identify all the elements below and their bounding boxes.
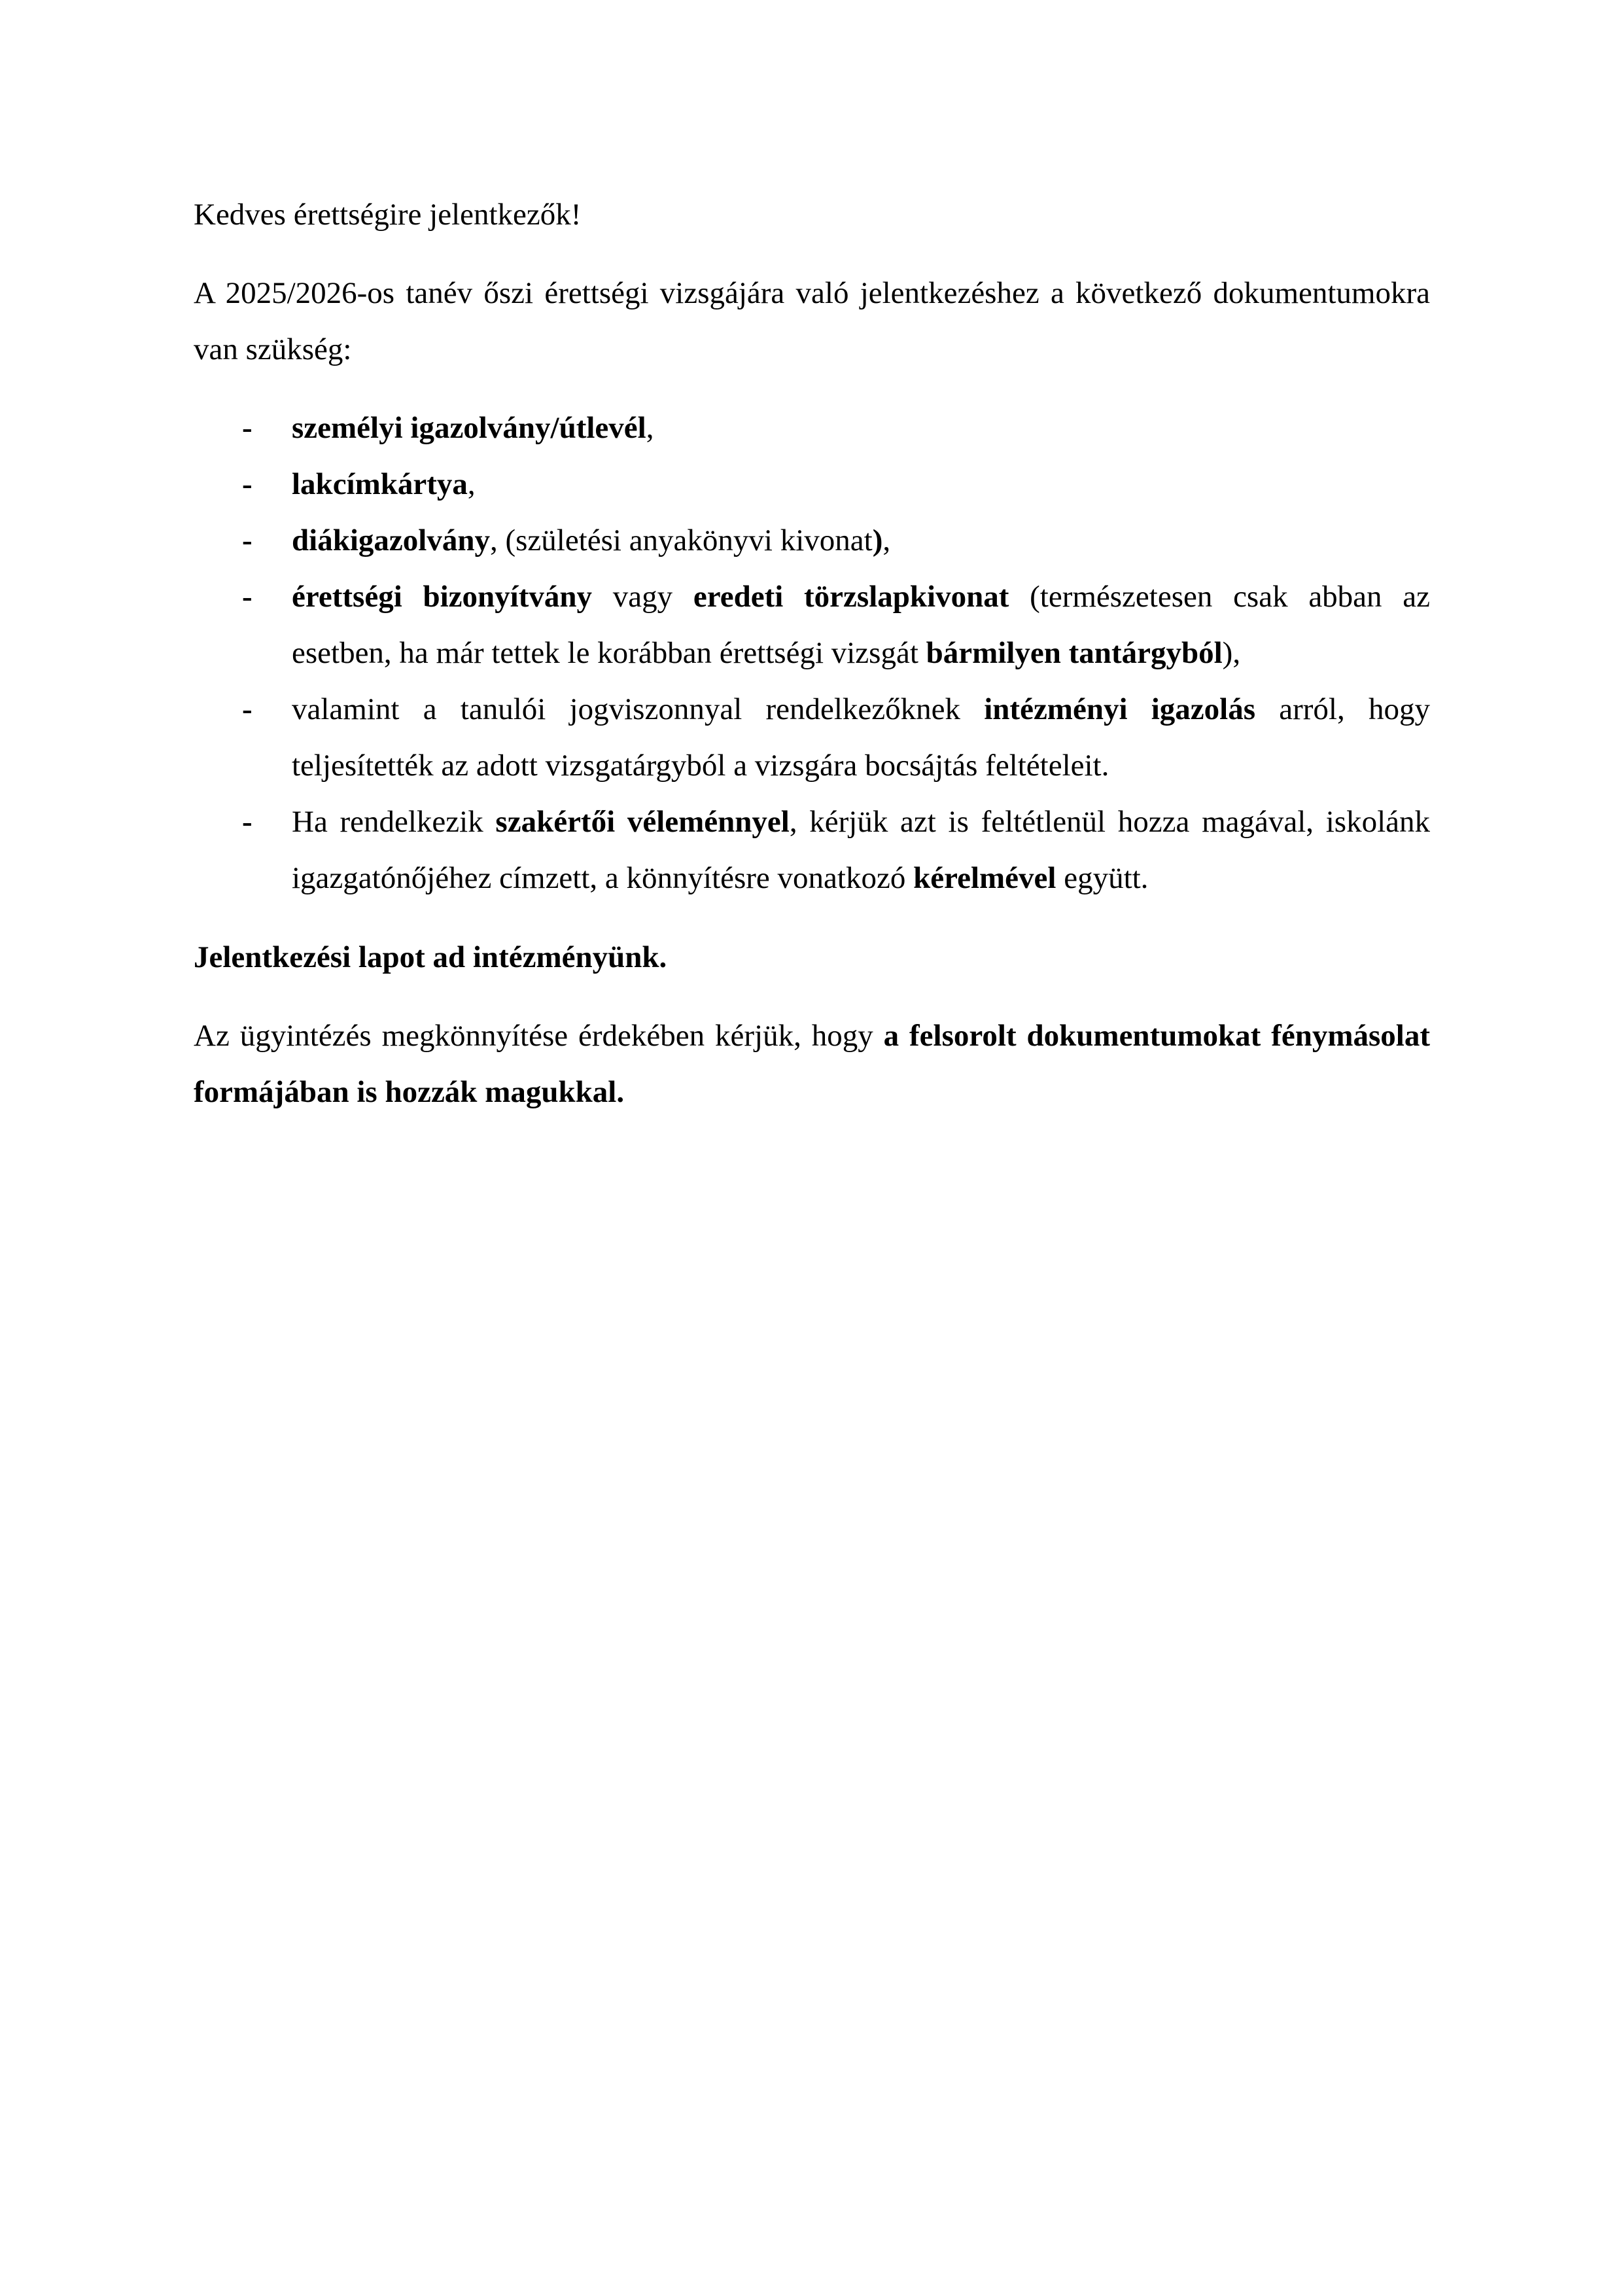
list-bullet: - <box>242 467 253 501</box>
intro-paragraph: A 2025/2026-os tanév őszi érettségi vizsgájára való jelentkezéshez a következő dokumentumokra van szükség: <box>194 276 1430 366</box>
greeting: Kedves érettségire jelentkezők! <box>194 198 582 232</box>
document-name: lakcímkártya <box>292 467 468 501</box>
list-bullet: - <box>242 411 253 445</box>
list-item-institutional-certificate <box>194 681 1430 794</box>
document-name: eredeti törzslapkivonat <box>693 580 1009 614</box>
document-name: szakértői véleménnyel <box>495 805 790 839</box>
document-name: személyi igazolvány/útlevél <box>292 411 646 445</box>
list-bullet: - <box>242 805 253 839</box>
item-text: , <box>882 523 891 557</box>
list-bullet: - <box>242 523 253 557</box>
list-item-student-id <box>194 512 1430 569</box>
required-documents-list <box>194 400 1430 906</box>
list-item-id-card <box>194 400 1430 456</box>
item-text: ), <box>1222 636 1241 670</box>
list-item-address-card <box>194 456 1430 512</box>
closing-text: Az ügyintézés megkönnyítése érdekében kérjük, hogy <box>194 1019 884 1053</box>
list-bullet: - <box>242 692 253 726</box>
item-text: (természetesen csak abban az esetben, ha már tettek le korábban érettségi vizsgát <box>292 580 1430 670</box>
closing-bold-text: a felsorolt dokumentumokat fénymásolat formájában is hozzák magukkal. <box>194 1019 1430 1109</box>
document-name: érettségi bizonyítvány <box>292 580 593 614</box>
document-name: kérelmével <box>913 861 1056 895</box>
item-text: valamint a tanulói jogviszonnyal rendelkezőknek <box>292 692 985 726</box>
item-text: arról, hogy teljesítették az adott vizsgatárgyból a vizsgára bocsájtás feltételeit. <box>292 692 1430 783</box>
item-text: , kérjük azt is feltétlenül hozza magával, iskolánk igazgatónőjéhez címzett, a könnyítésre vonatkozó <box>292 805 1431 895</box>
item-text: , <box>467 467 476 501</box>
item-text: vagy <box>592 580 693 614</box>
item-text: , <box>646 411 654 445</box>
list-bullet: - <box>242 580 253 614</box>
item-text: Ha rendelkezik <box>292 805 496 839</box>
item-bold-text: bármilyen tantárgyból <box>926 636 1223 670</box>
list-item-expert-opinion <box>194 794 1430 906</box>
closing-paragraph <box>194 1008 1430 1120</box>
item-text: , (születési anyakönyvi kivonat <box>489 523 873 557</box>
document-name: intézményi igazolás <box>984 692 1256 726</box>
item-text: együtt. <box>1056 861 1149 895</box>
item-bold-text: ) <box>872 523 883 557</box>
document-name: diákigazolvány <box>292 523 490 557</box>
application-form-notice: Jelentkezési lapot ad intézményünk. <box>194 940 667 974</box>
list-item-certificate <box>194 569 1430 681</box>
